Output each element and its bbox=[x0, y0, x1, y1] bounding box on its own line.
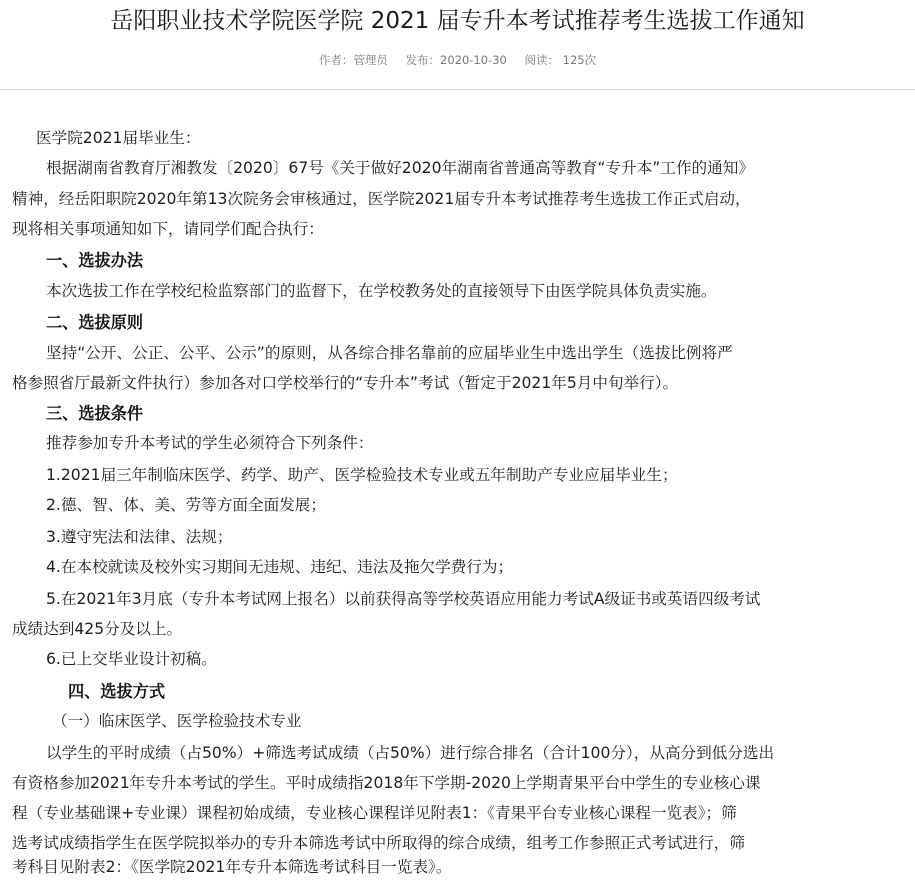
header-divider bbox=[0, 89, 915, 90]
intro-line: 精神，经岳阳职院2020年第13次院务会审核通过，医学院2021届专升本考试推荐考生选拔工作正式启动， bbox=[12, 190, 751, 208]
section-heading: 一、选拔办法 bbox=[46, 251, 144, 270]
section-paragraph: 坚持“公开、公正、公平、公示”的原则，从各综合排名靠前的应届毕业生中选出学生（选拔比例将严 bbox=[46, 344, 733, 362]
meta-published-date: 发布：2020-10-30 bbox=[405, 53, 507, 67]
meta-view-count: 阅读： 125次 bbox=[524, 53, 597, 67]
condition-item: 5.在2021年3月底（专升本考试网上报名）以前获得高等学校英语应用能力考试A级证书或英语四级考试 bbox=[46, 590, 761, 608]
intro-line: 根据湖南省教育厅湘教发〔2020〕67号《关于做好2020年湖南省普通高等教育“专升本”工作的通知》 bbox=[46, 159, 754, 177]
condition-item: 成绩达到425分及以上。 bbox=[12, 620, 183, 638]
section-paragraph: 格参照省厅最新文件执行）参加各对口学校举行的“专升本”考试（暂定于2021年5月中旬举行）。 bbox=[12, 374, 679, 392]
section-paragraph: 选考试成绩指学生在医学院拟举办的专升本筛选考试中所取得的综合成绩，组考工作参照正式考试进行，筛 bbox=[12, 834, 745, 852]
section-paragraph: 考科目见附表2：《医学院2021年专升本筛选考试科目一览表》。 bbox=[12, 858, 452, 876]
section-heading: 四、选拔方式 bbox=[68, 682, 166, 701]
article-title: 岳阳职业技术学院医学院 2021 届专升本考试推荐考生选拔工作通知 bbox=[110, 8, 805, 34]
intro-line: 现将相关事项通知如下，请同学们配合执行： bbox=[12, 220, 324, 238]
section-paragraph: 有资格参加2021年专升本考试的学生。平时成绩指2018年下学期-2020上学期青果平台中学生的专业核心课 bbox=[12, 774, 761, 792]
section-heading: 二、选拔原则 bbox=[46, 313, 144, 332]
greeting-line: 医学院2021届毕业生： bbox=[36, 129, 201, 147]
meta-author: 作者：管理员 bbox=[318, 53, 388, 67]
article-meta bbox=[0, 52, 915, 68]
condition-item: 2.德、智、体、美、劳等方面全面发展； bbox=[46, 496, 326, 514]
section-paragraph: 推荐参加专升本考试的学生必须符合下列条件： bbox=[46, 434, 374, 452]
section-paragraph: 以学生的平时成绩（占50%）+筛选考试成绩（占50%）进行综合排名（合计100分），从高分到低分选出 bbox=[46, 744, 775, 762]
condition-item: 6.已上交毕业设计初稿。 bbox=[46, 650, 217, 668]
condition-item: 3.遵守宪法和法律、法规； bbox=[46, 528, 233, 546]
section-paragraph: 程（专业基础课+专业课）课程初始成绩，专业核心课程详见附表1：《青果平台专业核心课程一览表》；筛 bbox=[12, 804, 737, 822]
condition-item: 1.2021届三年制临床医学、药学、助产、医学检验技术专业或五年制助产专业应届毕业生； bbox=[46, 466, 678, 484]
subsection-heading: （一）临床医学、医学检验技术专业 bbox=[52, 712, 302, 730]
section-heading: 三、选拔条件 bbox=[46, 404, 144, 423]
condition-item: 4.在本校就读及校外实习期间无违规、违纪、违法及拖欠学费行为； bbox=[46, 558, 514, 576]
section-paragraph: 本次选拔工作在学校纪检监察部门的监督下，在学校教务处的直接领导下由医学院具体负责实施。 bbox=[46, 282, 717, 300]
